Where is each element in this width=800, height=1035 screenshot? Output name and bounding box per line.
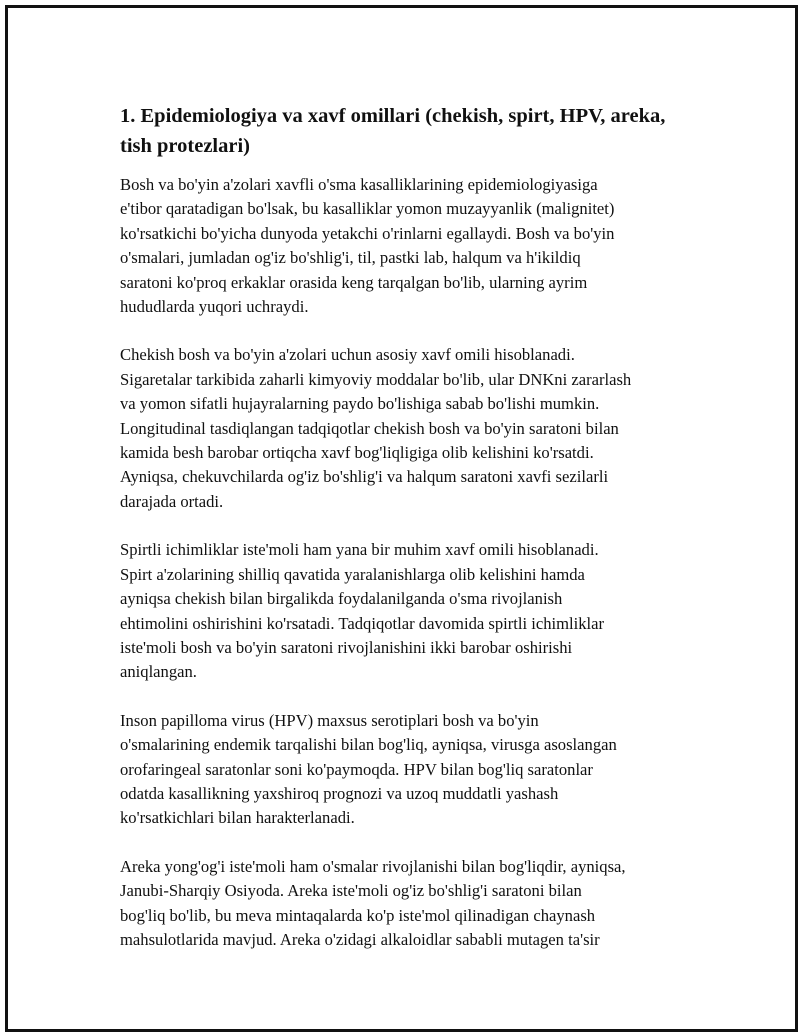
text-line: kamida besh barobar ortiqcha xavf bog'liqligiga olib kelishini ko'rsatdi. — [120, 443, 594, 463]
text-line: Spirtli ichimliklar iste'moli ham yana bir muhim xavf omili hisoblanadi. — [120, 540, 599, 560]
text-line: iste'moli bosh va bo'yin saratoni rivojlanishini ikki barobar oshirishi — [120, 637, 573, 657]
text-line: ko'rsatkichlari bilan harakterlanadi. — [120, 808, 355, 828]
paragraph-alcohol — [120, 538, 700, 684]
text-line: o'smalari, jumladan og'iz bo'shlig'i, til, pastki lab, halqum va h'ikildiq — [120, 248, 581, 268]
text-line: e'tibor qaratadigan bo'lsak, bu kasalliklar yomon muzayyanlik (malignitet) — [120, 199, 615, 219]
document-body — [120, 101, 700, 976]
text-line: Ayniqsa, chekuvchilarda og'iz bo'shlig'i va halqum saratoni xavfi sezilarli — [120, 467, 609, 487]
text-line: saratoni ko'proq erkaklar orasida keng tarqalgan bo'lib, ularning ayrim — [120, 272, 588, 292]
text-line: bog'liq bo'lib, bu meva mintaqalarda ko'p iste'mol qilinadigan chaynash — [120, 905, 596, 925]
paragraph-areca — [120, 855, 700, 953]
text-line: aniqlangan. — [120, 662, 197, 682]
text-line: Longitudinal tasdiqlangan tadqiqotlar chekish bosh va bo'yin saratoni bilan — [120, 418, 619, 438]
text-line: darajada ortadi. — [120, 491, 224, 511]
text-line: va yomon sifatli hujayralarning paydo bo'lishiga sabab bo'lishi mumkin. — [120, 394, 600, 414]
paragraph-smoking — [120, 343, 700, 514]
paragraph-epidemiology — [120, 173, 700, 319]
text-line: ko'rsatkichi bo'yicha dunyoda yetakchi o'rinlarni egallaydi. Bosh va bo'yin — [120, 223, 615, 243]
text-line: Inson papilloma virus (HPV) maxsus serotiplari bosh va bo'yin — [120, 710, 539, 730]
text-line: Chekish bosh va bo'yin a'zolari uchun asosiy xavf omili hisoblanadi. — [120, 345, 575, 365]
text-line: Spirt a'zolarining shilliq qavatida yaralanishlarga olib kelishini hamda — [120, 564, 585, 584]
text-line: hududlarda yuqori uchraydi. — [120, 297, 309, 317]
heading-line: 1. Epidemiologiya va xavf omillari (chekish, spirt, HPV, areka, — [120, 105, 666, 127]
heading-line: tish protezlari) — [120, 135, 250, 157]
paragraph-hpv — [120, 709, 700, 831]
text-line: Areka yong'og'i iste'moli ham o'smalar rivojlanishi bilan bog'liqdir, ayniqsa, — [120, 856, 626, 876]
text-line: o'smalarining endemik tarqalishi bilan bog'liq, ayniqsa, virusga asoslangan — [120, 735, 617, 755]
page-frame — [5, 5, 798, 1032]
text-line: mahsulotlarida mavjud. Areka o'zidagi alkaloidlar sababli mutagen ta'sir — [120, 929, 600, 949]
text-line: odatda kasallikning yaxshiroq prognozi va uzoq muddatli yashash — [120, 783, 559, 803]
section-heading — [120, 101, 700, 161]
text-line: Bosh va bo'yin a'zolari xavfli o'sma kasalliklarining epidemiologiyasiga — [120, 175, 598, 194]
text-line: ayniqsa chekish bilan birgalikda foydalanilganda o'sma rivojlanish — [120, 589, 563, 609]
text-line: ehtimolini oshirishini ko'rsatadi. Tadqiqotlar davomida spirtli ichimliklar — [120, 613, 605, 633]
text-line: Janubi-Sharqiy Osiyoda. Areka iste'moli og'iz bo'shlig'i saratoni bilan — [120, 881, 582, 901]
text-line: orofaringeal saratonlar soni ko'paymoqda. HPV bilan bog'liq saratonlar — [120, 759, 593, 779]
text-line: Sigaretalar tarkibida zaharli kimyoviy moddalar bo'lib, ular DNKni zararlash — [120, 369, 632, 389]
